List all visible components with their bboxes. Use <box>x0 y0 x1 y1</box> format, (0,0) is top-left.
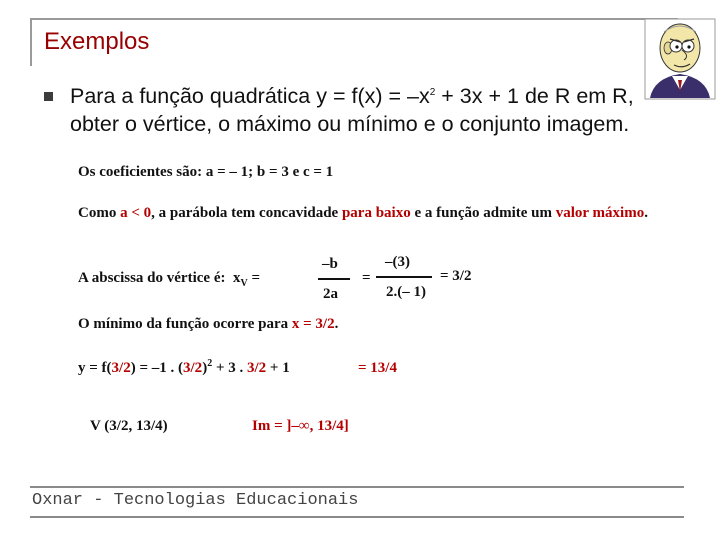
y-calc-1: y = f( <box>78 360 112 376</box>
problem-exponent: 2 <box>429 86 436 98</box>
slide-title: Exemplos <box>44 28 150 55</box>
fraction-2-denominator: 2.(– 1) <box>386 284 426 300</box>
fraction-2-numerator: –(3) <box>385 254 410 270</box>
vertex-x-label <box>78 270 260 287</box>
y-calc-highlight-3: 3/2 <box>247 360 267 376</box>
y-calc-4: + 3 . <box>212 360 247 376</box>
vertex-x-equals: = <box>251 270 261 286</box>
concavity-highlight-1: a < 0 <box>120 205 152 221</box>
y-calc-highlight-2: 3/2 <box>183 360 203 376</box>
minimum-text: O mínimo da função ocorre para <box>78 316 292 332</box>
vertex-x-symbol: x <box>232 270 241 286</box>
minimum-value: x = 3/2 <box>291 316 335 332</box>
vertex-x-label-text: A abscissa do vértice é: <box>78 270 226 286</box>
concavity-paragraph <box>78 202 678 224</box>
concavity-highlight-2: para baixo <box>341 205 411 221</box>
footer-text: Oxnar - Tecnologias Educacionais <box>32 491 359 510</box>
y-calculation <box>78 360 290 377</box>
fraction-2-bar <box>376 276 432 278</box>
problem-suffix: + 3x + 1 de R em R, obter o vértice, o máximo ou mínimo e o conjunto imagem. <box>70 84 634 136</box>
coefficients-line: Os coeficientes são: a = – 1; b = 3 e c = 1 <box>78 164 334 180</box>
header-frame-left-line <box>30 18 32 66</box>
concavity-text-2: , a parábola tem concavidade <box>151 205 342 221</box>
problem-prefix: Para a função quadrática y = f(x) = –x <box>70 84 430 108</box>
y-calc-3: ) <box>202 360 208 376</box>
fraction-1-numerator: –b <box>322 256 338 272</box>
y-calc-highlight-1: 3/2 <box>111 360 131 376</box>
concavity-text-3: e a função admite um <box>410 205 556 221</box>
fraction-equals: = <box>362 270 371 286</box>
problem-statement <box>70 82 666 138</box>
minimum-suffix: . <box>334 316 339 332</box>
vertex-x-result: = 3/2 <box>440 268 472 284</box>
minimum-line <box>78 316 338 333</box>
y-calc-2: ) = –1 . ( <box>130 360 184 376</box>
concavity-text-4: . <box>644 205 648 221</box>
image-set-result: Im = ]–∞, 13/4] <box>252 418 349 434</box>
concavity-text-1: Como <box>78 205 121 221</box>
vertex-x-subscript: V <box>240 278 248 289</box>
y-calc-exponent: 2 <box>207 358 213 369</box>
vertex-result: V (3/2, 13/4) <box>90 418 168 434</box>
fraction-1-bar <box>318 278 350 280</box>
fraction-1-denominator: 2a <box>323 286 338 302</box>
y-calc-5: + 1 <box>266 360 290 376</box>
concavity-highlight-3: valor máximo <box>555 205 645 221</box>
y-result: = 13/4 <box>358 360 397 376</box>
bullet-icon <box>44 92 53 101</box>
footer-bottom-line <box>30 516 684 518</box>
header-frame-top-line <box>30 18 678 20</box>
footer-top-line <box>30 486 684 488</box>
